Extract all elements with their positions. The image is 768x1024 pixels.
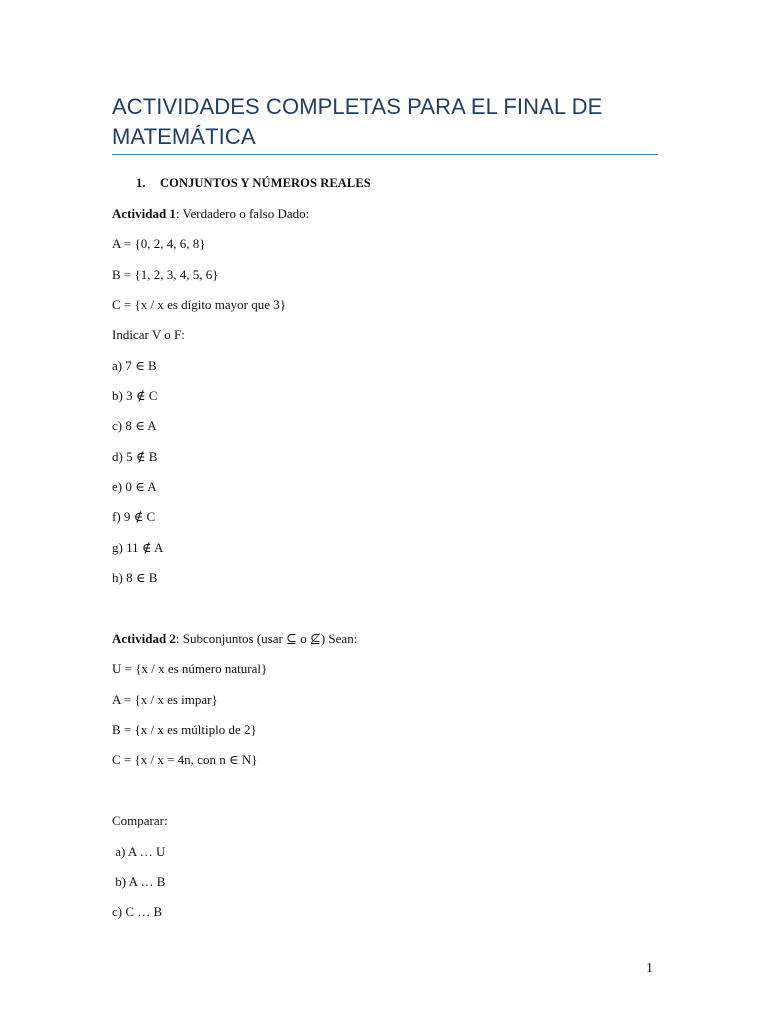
activity-2-set-a: A = {x / x es impar} xyxy=(112,692,218,707)
activity-1-set-c: C = {x / x es dígito mayor que 3} xyxy=(112,297,286,312)
title-divider xyxy=(112,154,658,155)
document-title-line-1: ACTIVIDADES COMPLETAS PARA EL FINAL DE xyxy=(112,94,603,119)
activity-2-item: a) A … U xyxy=(112,844,166,859)
activity-2-label: Actividad 2 xyxy=(112,631,176,646)
activity-1-item: g) 11 ∉ A xyxy=(112,540,164,555)
section-heading-text: CONJUNTOS Y NÚMEROS REALES xyxy=(160,176,371,190)
activity-1-item: d) 5 ∉ B xyxy=(112,449,158,464)
activity-1-item: a) 7 ∈ B xyxy=(112,358,157,373)
activity-1-intro xyxy=(112,206,309,222)
activity-2-item: b) A … B xyxy=(112,874,166,889)
document-title-line-2: MATEMÁTICA xyxy=(112,124,256,149)
activity-1-instruction: Indicar V o F: xyxy=(112,327,185,342)
activity-2-instruction: Comparar: xyxy=(112,813,168,828)
activity-1-item: c) 8 ∈ A xyxy=(112,418,157,433)
page-number: 1 xyxy=(646,961,653,976)
activity-1-item: h) 8 ∈ B xyxy=(112,570,158,585)
activity-1-item: b) 3 ∉ C xyxy=(112,388,158,403)
activity-1-set-b: B = {1, 2, 3, 4, 5, 6} xyxy=(112,267,219,282)
activity-2-set-c: C = {x / x = 4n, con n ∈ N} xyxy=(112,752,258,767)
activity-2-intro xyxy=(112,631,357,647)
section-heading xyxy=(136,176,371,191)
activity-1-set-a: A = {0, 2, 4, 6, 8} xyxy=(112,236,206,251)
activity-2-set-u: U = {x / x es número natural} xyxy=(112,661,268,676)
activity-1-item: e) 0 ∈ A xyxy=(112,479,157,494)
activity-1-label: Actividad 1 xyxy=(112,206,176,221)
activity-2-item: c) C … B xyxy=(112,904,163,919)
document-title xyxy=(112,92,672,152)
section-number: 1. xyxy=(136,176,146,190)
activity-2-intro-text: : Subconjuntos (usar ⊆ o ⊈) Sean: xyxy=(175,631,358,646)
activity-1-intro-text: : Verdadero o falso Dado: xyxy=(175,206,310,221)
activity-1-item: f) 9 ∉ C xyxy=(112,509,156,524)
activity-2-set-b: B = {x / x es múltiplo de 2} xyxy=(112,722,257,737)
